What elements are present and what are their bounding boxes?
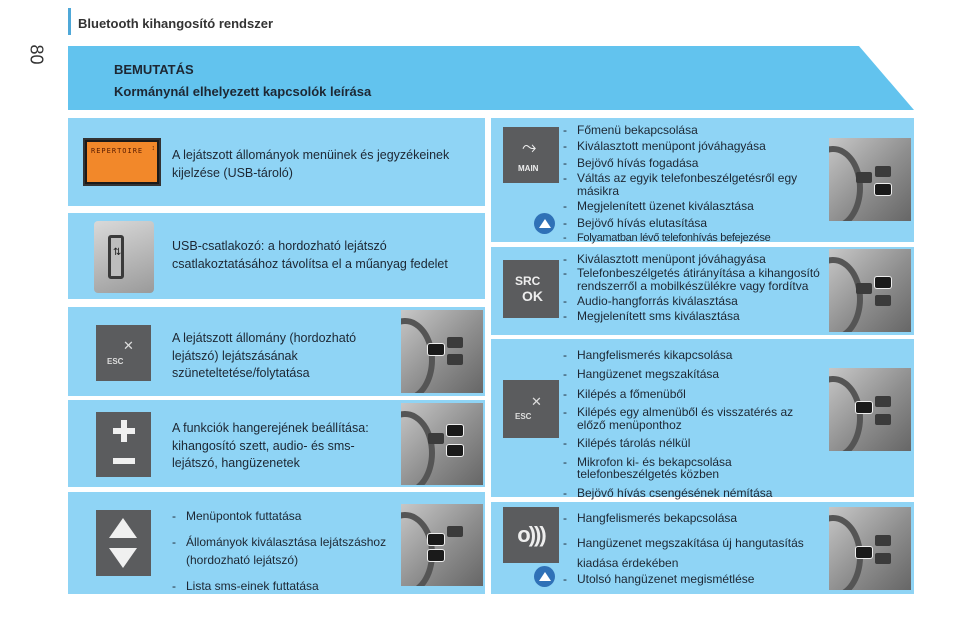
wheel-button bbox=[856, 547, 872, 558]
usb-port-image bbox=[94, 221, 154, 293]
panel-esc-pause bbox=[68, 307, 485, 396]
panel-arrows bbox=[68, 492, 485, 594]
mute-icon: ✕ bbox=[123, 338, 134, 353]
esc-pause-description: A lejátszott állomány (hordozható lejátszó) lejátszásának szüneteltetése/folytatása bbox=[172, 331, 357, 380]
updown-indicator-icon: ↕ bbox=[151, 145, 155, 152]
wheel-rim bbox=[829, 257, 863, 332]
wheel-button bbox=[875, 277, 891, 288]
wheel-rim bbox=[829, 146, 863, 221]
list-item: - Kilépés a főmenüből bbox=[563, 387, 825, 401]
wheel-button bbox=[875, 553, 891, 564]
wheel-rim bbox=[401, 411, 435, 485]
list-item: - Főmenü bekapcsolása bbox=[563, 123, 821, 137]
wheel-button bbox=[856, 283, 872, 294]
list-item: - Állományok kiválasztása lejátszáshoz (hordozható lejátszó) bbox=[172, 533, 404, 569]
wheel-rim bbox=[401, 512, 435, 586]
wheel-button bbox=[447, 425, 463, 436]
section-subtitle: Kormánynál elhelyezett kapcsolók leírása bbox=[114, 84, 372, 99]
list-item: - Bejövő hívás fogadása bbox=[563, 156, 821, 170]
list-item: - Audio-hangforrás kiválasztása bbox=[563, 294, 825, 308]
plus-icon bbox=[113, 420, 135, 442]
wheel-button bbox=[875, 535, 891, 546]
steering-wheel-image bbox=[401, 310, 483, 393]
arrow-keys bbox=[96, 510, 151, 576]
list-item: - Mikrofon ki- és bekapcsolása telefonbeszélgetés közben bbox=[563, 456, 825, 481]
esc-key-label: ESC bbox=[107, 357, 124, 366]
repertoire-display bbox=[83, 138, 161, 186]
list-item: - Megjelenített sms kiválasztása bbox=[563, 309, 825, 323]
list-item: - Utolsó hangüzenet megismétlése bbox=[563, 572, 815, 586]
steering-wheel-image bbox=[401, 504, 483, 586]
wheel-button bbox=[447, 445, 463, 456]
arrow-functions-list bbox=[172, 509, 404, 594]
arrow-up-icon bbox=[109, 518, 137, 538]
long-press-indicator-icon bbox=[534, 213, 555, 234]
wheel-button bbox=[428, 550, 444, 561]
wheel-rim bbox=[829, 376, 863, 451]
esc-key bbox=[96, 325, 151, 381]
wheel-button bbox=[447, 337, 463, 348]
esc-key bbox=[503, 380, 559, 438]
list-item: - Hangüzenet megszakítása új hangutasítás kiadása érdekében bbox=[563, 534, 815, 572]
wheel-button bbox=[875, 166, 891, 177]
ok-label: OK bbox=[522, 288, 543, 304]
page-header: Bluetooth kihangosító rendszer bbox=[78, 16, 274, 31]
arrow-down-icon bbox=[109, 548, 137, 568]
wheel-rim bbox=[401, 318, 435, 393]
panel-volume bbox=[68, 400, 485, 487]
steering-wheel-image bbox=[829, 138, 911, 221]
wheel-button bbox=[447, 526, 463, 537]
long-press-indicator-icon bbox=[534, 566, 555, 587]
voice-key bbox=[503, 507, 559, 563]
wheel-button bbox=[875, 295, 891, 306]
src-ok-functions-list bbox=[563, 252, 825, 323]
list-item: - Kiválasztott menüpont jóváhagyása bbox=[563, 139, 821, 153]
list-item: - Megjelenített üzenet kiválasztása bbox=[563, 199, 821, 213]
list-item: - Folyamatban lévő telefonhívás befejezése bbox=[563, 232, 821, 245]
phone-icon: ⤳ bbox=[522, 137, 537, 157]
main-functions-list bbox=[563, 123, 821, 245]
panel-esc-voice bbox=[491, 339, 914, 500]
steering-wheel-image bbox=[829, 507, 911, 590]
src-label: SRC bbox=[515, 274, 541, 288]
voice-command-icon: o))) bbox=[517, 522, 545, 547]
volume-description: A funkciók hangerejének beállítása: kihangosító szett, audio- és sms-lejátszó, hangüzenetek bbox=[172, 421, 369, 470]
wheel-button bbox=[875, 414, 891, 425]
volume-key bbox=[96, 412, 151, 477]
esc-key-label: ESC bbox=[515, 412, 532, 421]
wheel-button bbox=[428, 433, 444, 444]
list-item: - Váltás az egyik telefonbeszélgetésről egy másikra bbox=[563, 172, 821, 197]
page-number: 80 bbox=[26, 44, 47, 65]
panel-main bbox=[491, 118, 914, 245]
steering-wheel-image bbox=[401, 403, 483, 485]
list-item: - Bejövő hívás csengésének némítása bbox=[563, 486, 825, 500]
panel-src-ok bbox=[491, 247, 914, 335]
steering-wheel-image bbox=[829, 249, 911, 332]
panel-usb bbox=[68, 213, 485, 299]
repertoire-description: A lejátszott állományok menüinek és jegyzékeinek kijelzése (USB-tároló) bbox=[172, 148, 450, 180]
section-title: BEMUTATÁS bbox=[114, 62, 194, 77]
panel-voice-recognition bbox=[491, 502, 914, 594]
wheel-button bbox=[447, 354, 463, 365]
list-item: - Lista sms-einek futtatása bbox=[172, 579, 404, 593]
list-item: - Kiválasztott menüpont jóváhagyása bbox=[563, 252, 825, 266]
list-item: - Hangfelismerés kikapcsolása bbox=[563, 348, 825, 362]
header-accent-bar bbox=[68, 8, 71, 35]
main-key bbox=[503, 127, 559, 183]
section-banner bbox=[68, 46, 914, 110]
wheel-button bbox=[875, 184, 891, 195]
usb-icon: ⇅ bbox=[113, 247, 122, 258]
wheel-button bbox=[428, 344, 444, 355]
wheel-button bbox=[428, 534, 444, 545]
usb-description: USB-csatlakozó: a hordozható lejátszó csatlakoztatásához távolítsa el a műanyag fedelet bbox=[172, 239, 448, 271]
voice-long-press-list bbox=[563, 572, 815, 586]
main-key-label: MAIN bbox=[518, 164, 539, 173]
mute-icon: ✕ bbox=[531, 394, 542, 409]
list-item: - Menüpontok futtatása bbox=[172, 509, 404, 523]
list-item: - Hangfelismerés bekapcsolása bbox=[563, 511, 815, 525]
list-item: - Bejövő hívás elutasítása bbox=[563, 216, 821, 230]
repertoire-display-text: REPERTOIRE bbox=[91, 147, 144, 155]
esc-functions-list bbox=[563, 348, 825, 500]
list-item: - Hangüzenet megszakítása bbox=[563, 367, 825, 381]
voice-functions-list bbox=[563, 511, 815, 573]
src-ok-key bbox=[503, 260, 559, 318]
minus-icon bbox=[113, 458, 135, 464]
list-item: - Telefonbeszélgetés átirányítása a kihangosító rendszerről a mobilkészülékre vagy fordítva bbox=[563, 267, 825, 292]
steering-wheel-image bbox=[829, 368, 911, 451]
panel-repertoire bbox=[68, 118, 485, 206]
wheel-button bbox=[856, 402, 872, 413]
list-item: - Kilépés egy almenüből és visszatérés az előző menüponthoz bbox=[563, 406, 825, 431]
wheel-button bbox=[875, 396, 891, 407]
list-item: - Kilépés tárolás nélkül bbox=[563, 436, 825, 450]
wheel-button bbox=[856, 172, 872, 183]
